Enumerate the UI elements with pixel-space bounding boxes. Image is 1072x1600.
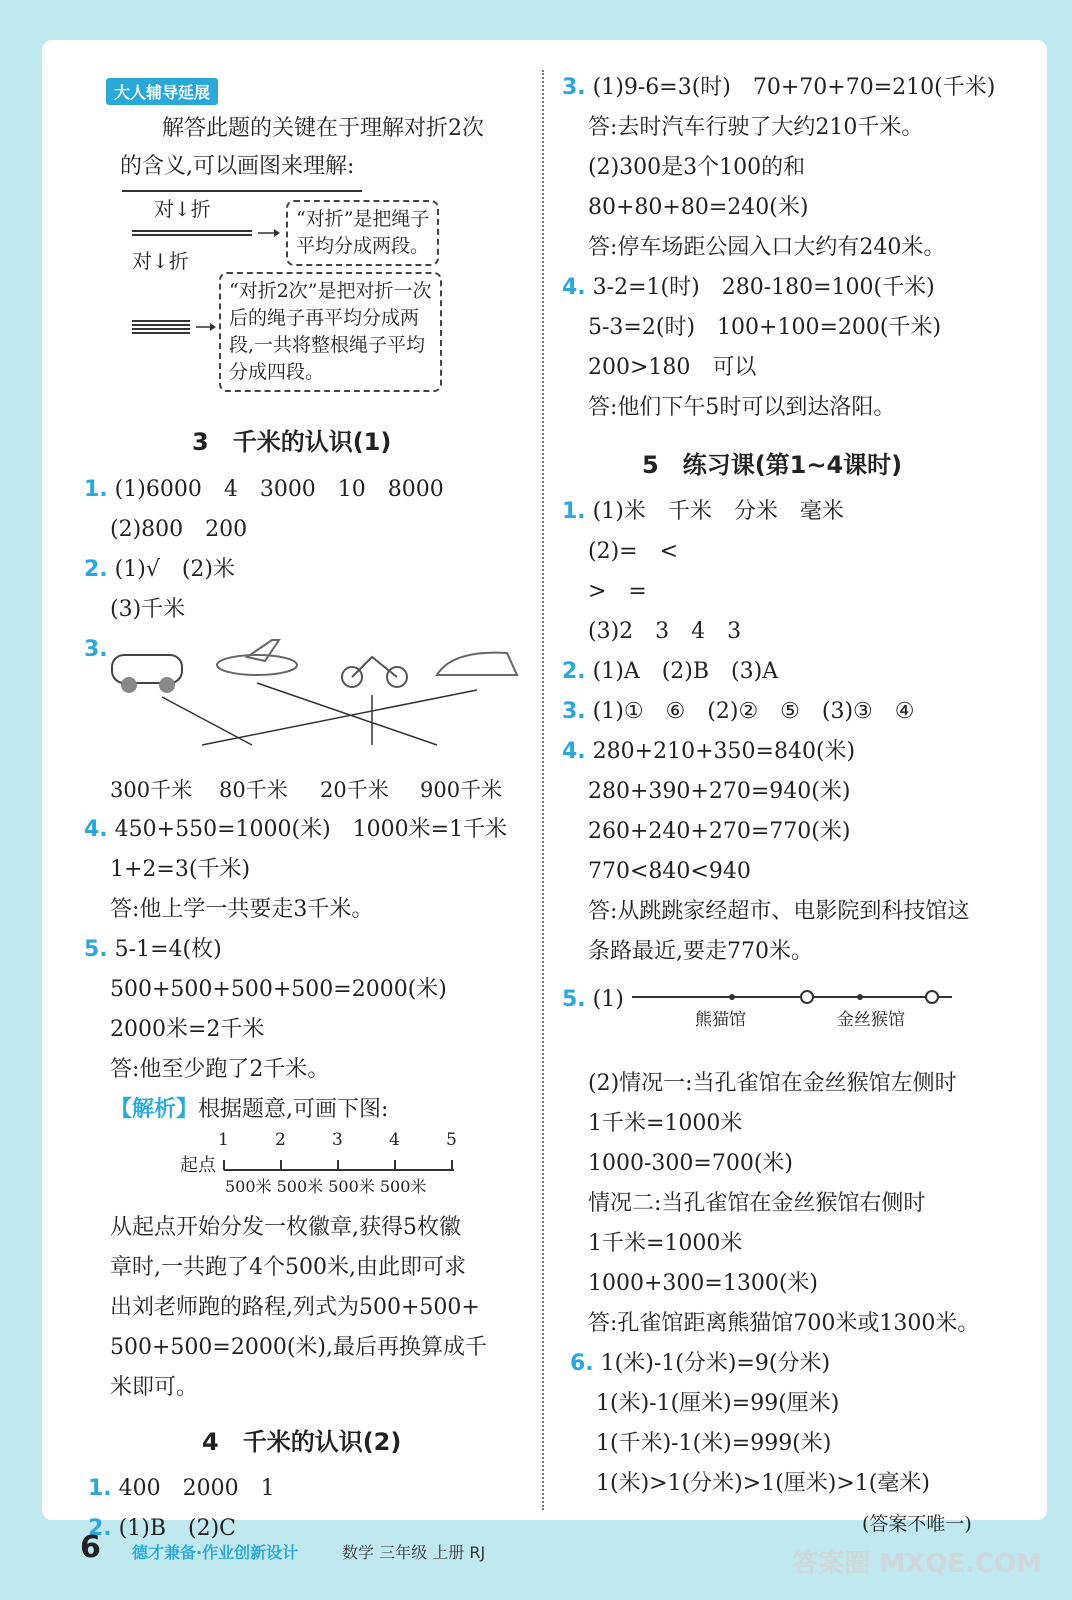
match-line [202,690,477,745]
s5-q1-line3: > = [588,579,647,604]
explanation-line: 米即可。 [110,1375,199,1400]
note2-line: 分成四段。 [229,361,325,383]
s3-q4a: 450+550=1000(米) 1000米=1千米 [114,817,508,842]
watermark: 答案圈 MXQE.COM [792,1549,1042,1579]
s5-q4-line5: 答:从跳跳家经超市、电影院到科技馆这 [588,899,970,924]
s3-q1a: (1)6000 4 3000 10 8000 [114,477,444,502]
train-icon [437,653,517,675]
fold-label-1: 对↓折 [154,197,211,221]
analysis-text: 根据题意,可画下图: [198,1097,389,1122]
start-label: 起点 [180,1155,216,1176]
arrow-2-head [210,323,216,331]
s5-q3-text: (1)① ⑥ (2)② ⑤ (3)③ ④ [592,699,915,724]
s5-q5-line1 [562,986,624,1014]
s5-q3 [562,698,915,726]
s5-q4-line3: 260+240+270=770(米) [588,819,851,844]
s5-q5a: (1) [592,987,624,1012]
q-num: 2. [84,557,108,582]
q-num: 3. [562,699,586,724]
s5-q2-text: (1)A (2)B (3)A [592,659,779,684]
s4-q2-text: (1)B (2)C [118,1516,236,1541]
note-fold-twice [219,272,442,392]
note1-line: 平均分成两段。 [296,235,430,257]
q-num: 2. [562,659,586,684]
tick-label: 1 [218,1130,229,1150]
tutor-badge: 大人辅导延展 [106,78,218,105]
s4-q1 [88,1475,275,1503]
s5-q1-line1 [562,498,844,526]
s5-q4-line2: 280+390+270=940(米) [588,779,851,804]
section-3-title: 3 千米的认识(1) [192,428,392,456]
zoo-position-line [632,985,962,1015]
subject: 数学 [342,1543,375,1562]
s5-q4-line1 [562,738,855,766]
s3-q4-line3: 答:他上学一共要走3千米。 [110,897,374,922]
q-num: 1. [562,499,586,524]
edition: RJ [469,1543,486,1562]
grade: 三年级 [379,1543,428,1562]
match-line [257,683,437,745]
s3-q2a: (1)√ (2)米 [114,557,236,582]
q-num: 2. [88,1516,112,1541]
volume: 上册 [432,1543,465,1562]
explanation-line: 出刘老师跑的路程,列式为500+500+ [110,1295,480,1320]
s5-q6-line1 [570,1350,830,1378]
r-q4-line3: 200>180 可以 [588,355,757,380]
s3-q3-line [84,636,108,664]
s5-q6-line3: 1(千米)-1(米)=999(米) [596,1431,832,1456]
fold-label-2: 对↓折 [132,249,189,273]
distance-label: 20千米 [320,778,389,802]
distance-label: 80千米 [219,778,288,802]
section-5-title: 5 练习课(第1~4课时) [642,451,903,479]
r-q3-line1 [562,74,995,102]
note2-line: 后的绳子再平均分成两 [229,307,420,329]
distance-label: 300千米 [110,778,193,802]
tick-label: 3 [332,1130,343,1150]
tick-label: 4 [389,1130,400,1150]
r-q4-line2: 5-3=2(时) 100+100=200(千米) [588,315,942,340]
r-q3-line4: 80+80+80=240(米) [588,195,809,220]
s3-q4-line1 [84,816,507,844]
s3-q5-line2: 500+500+500+500=2000(米) [110,977,447,1002]
panda-hall-label: 熊猫馆 [695,1010,746,1030]
note-fold-once [286,200,439,266]
s5-q4-line4: 770<840<940 [588,859,751,884]
segment-labels: 500米 500米 500米 500米 [225,1177,427,1196]
note2-line: 段,一共将整根绳子平均 [229,334,426,356]
s3-q5-line4: 答:他至少跑了2千米。 [110,1057,330,1082]
intro-line-2: 的含义,可以画图来理解: [120,154,355,179]
r-q3-line5: 答:停车场距公园入口大约有240米。 [588,235,946,260]
q-num: 6. [570,1351,594,1376]
footer-meta [342,1540,485,1563]
book-title: 德才兼备·作业创新设计 [132,1543,299,1562]
s3-q2-line1 [84,556,235,584]
s5-q4-line6: 条路最近,要走770米。 [588,939,813,964]
note1-line: “对折”是把绳子 [296,208,430,230]
vehicle-matching-diagram [107,635,527,755]
tick-label: 2 [275,1130,286,1150]
q-num: 4. [562,739,586,764]
r-q4-line4: 答:他们下午5时可以到达洛阳。 [588,395,896,420]
s5-q1a: (1)米 千米 分米 毫米 [592,499,844,524]
r-q3a: (1)9-6=3(时) 70+70+70=210(千米) [592,75,996,100]
s4-q1-text: 400 2000 1 [118,1476,275,1501]
airplane-icon [217,640,297,675]
s3-q2-line2: (3)千米 [110,597,186,622]
s5-q5-line2: (2)情况一:当孔雀馆在金丝猴馆左侧时 [588,1071,957,1096]
monkey-point [857,994,863,1000]
s5-q4a: 280+210+350=840(米) [592,739,856,764]
q-num: 3. [562,75,586,100]
s3-q5-line3: 2000米=2千米 [110,1017,265,1042]
page-number: 6 [80,1530,101,1565]
explanation-line: 从起点开始分发一枚徽章,获得5枚徽 [110,1215,461,1240]
s5-q5-line3: 1千米=1000米 [588,1111,743,1136]
tick-label: 5 [446,1130,457,1150]
s3-q5a: 5-1=4(枚) [114,937,222,962]
note2-line: “对折2次”是把对折一次 [229,280,432,302]
car-icon [112,655,182,693]
s5-q2 [562,658,778,686]
distance-label: 900千米 [420,778,503,802]
monkey-hall-label: 金丝猴馆 [837,1010,905,1030]
r-q3-line3: (2)300是3个100的和 [588,155,806,180]
s5-q5-line5: 情况二:当孔雀馆在金丝猴馆右侧时 [588,1191,926,1216]
intro-line-1: 解答此题的关键在于理解对折2次 [162,116,484,141]
answer-not-unique: (答案不唯一) [862,1513,972,1535]
motorcycle-icon [342,657,407,687]
s5-q5-line4: 1000-300=700(米) [588,1151,794,1176]
r-q4-line1 [562,274,935,302]
s5-q5-line7: 1000+300=1300(米) [588,1271,819,1296]
explanation-line: 章时,一共跑了4个500米,由此即可求 [110,1255,466,1280]
s5-q5-line8: 答:孔雀馆距离熊猫馆700米或1300米。 [588,1311,980,1336]
s3-q1-line1 [84,476,444,504]
s5-q1-line4: (3)2 3 4 3 [588,619,742,644]
r-q3-line2: 答:去时汽车行驶了大约210千米。 [588,115,924,140]
analysis-line [110,1096,388,1124]
analysis-tag: 【解析】 [110,1097,199,1122]
s5-q1-line2: (2)= < [588,539,679,564]
s5-q6-line2: 1(米)-1(厘米)=99(厘米) [596,1391,840,1416]
explanation-line: 500+500=2000(米),最后再换算成千 [110,1335,487,1360]
arrow-1-head [274,229,280,237]
s3-q1-line2: (2)800 200 [110,517,248,542]
q-num: 4. [84,817,108,842]
q-num: 1. [88,1476,112,1501]
unknown-point [926,991,938,1003]
q-num: 1. [84,477,108,502]
s3-q5-line1 [84,936,222,964]
page-sheet [42,40,1047,1541]
s3-q4-line2: 1+2=3(千米) [110,857,251,882]
q-num: 3. [84,637,108,662]
r-q4a: 3-2=1(时) 280-180=100(千米) [592,275,935,300]
panda-point [729,994,735,1000]
q-num: 4. [562,275,586,300]
unknown-point [801,991,813,1003]
s5-q5-line6: 1千米=1000米 [588,1231,743,1256]
s5-q6a: 1(米)-1(分米)=9(分米) [600,1351,831,1376]
section-4-title: 4 千米的认识(2) [202,1428,402,1456]
q-num: 5. [562,987,586,1012]
s5-q6-line4: 1(米)>1(分米)>1(厘米)>1(毫米) [596,1471,930,1496]
q-num: 5. [84,937,108,962]
